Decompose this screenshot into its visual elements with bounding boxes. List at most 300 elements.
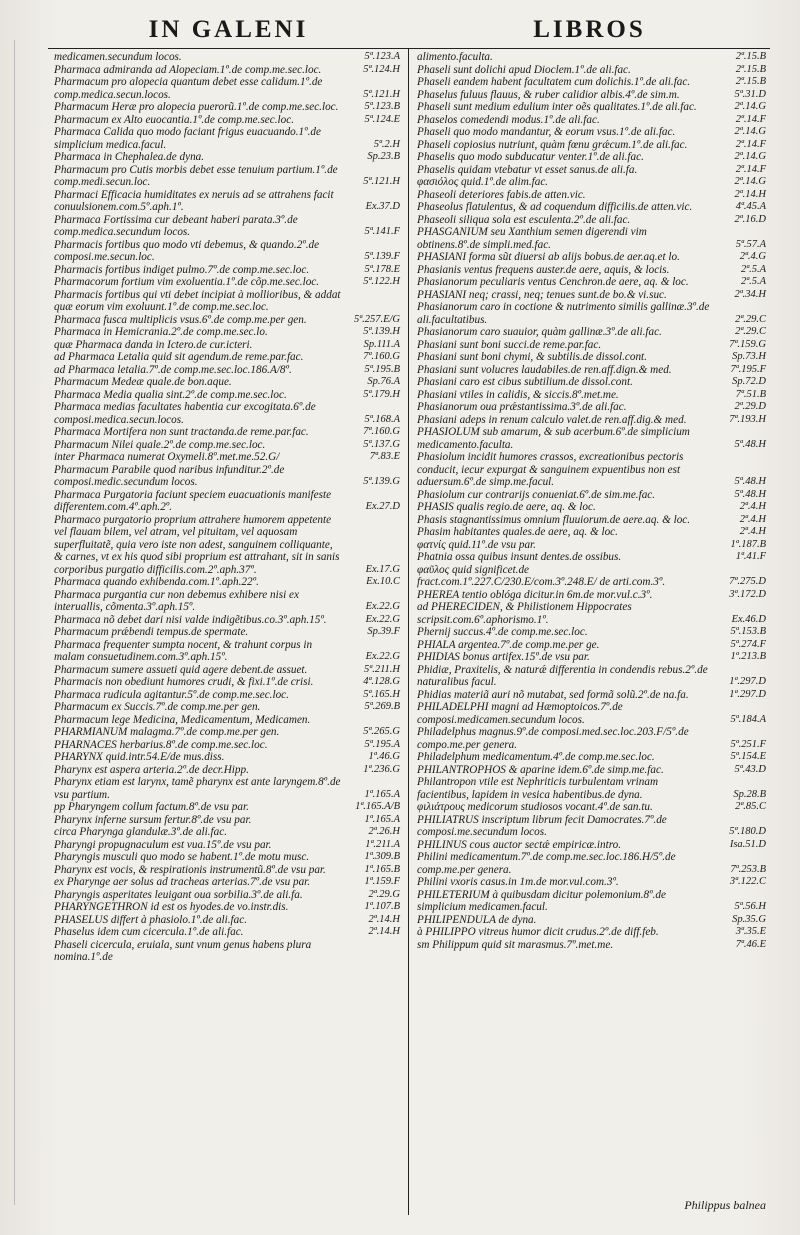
entry-text: Phidiæ, Praxitelis, & naturǽ differentia in condendis rebus.2º.de naturalibus facul. bbox=[417, 663, 708, 688]
entry-text: φαῦλος quid significet.de fract.com.1º.227.C/230.E/com.3º.248.E/ de arti.com.3º. bbox=[417, 563, 666, 588]
entry-text: PHASIANI neq; crassi, neq; tenues sunt.de bo.& vi.suc. bbox=[417, 288, 667, 301]
entry-reference: 7ª.195.F bbox=[730, 363, 766, 375]
entry-text: Phaseli sunt medium edulium inter oẽs qualitates.1º.de ali.fac. bbox=[417, 101, 697, 113]
index-entry bbox=[417, 726, 766, 751]
index-entry bbox=[417, 539, 766, 552]
entry-reference: 5ª.195.A bbox=[364, 738, 400, 750]
entry-text: Pharmacum prǽbendi tempus.de spermate. bbox=[54, 626, 249, 638]
entry-text: PHASGANIUM seu Xanthium semen digerendi vim obtinens.8º.de simpli.med.fac. bbox=[417, 226, 647, 251]
entry-text: Phernij succus.4º.de comp.me.sec.loc. bbox=[417, 626, 588, 638]
index-entry bbox=[54, 439, 400, 452]
entry-text: Pharmacum lege Medicina, Medicamentum, Medicamen. bbox=[54, 713, 311, 726]
index-entry bbox=[417, 339, 766, 352]
entry-text: ad Pharmaca Letalia quid sit agendum.de reme.par.fac. bbox=[54, 351, 304, 363]
entry-reference: Ex.17.G bbox=[365, 563, 400, 575]
index-entry bbox=[54, 726, 400, 739]
index-entry bbox=[54, 239, 400, 264]
entry-reference: 2ª.14.H bbox=[368, 913, 400, 925]
index-entry bbox=[54, 614, 400, 627]
index-entry bbox=[54, 889, 400, 902]
index-entry bbox=[54, 676, 400, 689]
entry-text: Phidias materiã auri nõ mutabat, sed formã solũ.2º.de na.fa. bbox=[417, 688, 689, 701]
entry-text: Pharmacum ex Succis.7º.de comp.me.per gen. bbox=[54, 701, 261, 713]
entry-reference: 3ª.122.C bbox=[729, 876, 766, 887]
entry-text: PHARNACES herbarius.8º.de comp.me.sec.loc. bbox=[54, 738, 268, 751]
entry-reference: 5ª.184.A bbox=[730, 713, 766, 725]
index-entry bbox=[54, 739, 400, 752]
entry-reference: 5ª.121.H bbox=[363, 176, 400, 187]
entry-reference: 5ª.31.D bbox=[734, 88, 766, 100]
entry-text: PHILETERIUM à quibusdam dicitur polemonium.8º.de simplicium medicamen.facul. bbox=[417, 888, 666, 913]
entry-text: Phasiani vtiles in calidis, & siccis.8º.met.me. bbox=[417, 388, 619, 401]
index-entry bbox=[417, 701, 766, 726]
entry-text: PHIDIAS bonus artifex.15º.de vsu par. bbox=[417, 651, 590, 663]
index-entry bbox=[54, 276, 400, 289]
index-entry bbox=[417, 564, 766, 589]
entry-reference: 2ª.14.G bbox=[734, 151, 766, 162]
index-entry bbox=[54, 464, 400, 489]
entry-text: sm Philippum quid sit marasmus.7º.met.me. bbox=[417, 938, 614, 951]
entry-reference: 5ª.274.F bbox=[730, 638, 766, 650]
entry-reference: Sp.28.B bbox=[733, 788, 766, 800]
entry-reference: 5ª.48.H bbox=[734, 476, 766, 487]
index-entry bbox=[54, 626, 400, 639]
entry-reference: 5ª.195.B bbox=[364, 363, 400, 375]
index-entry bbox=[54, 289, 400, 314]
index-entry bbox=[417, 64, 766, 77]
index-entry bbox=[54, 664, 400, 677]
entry-reference: Sp.35.G bbox=[732, 913, 766, 925]
entry-text: PHILINUS cous auctor sectǽ empiricæ.intro. bbox=[417, 838, 622, 851]
index-entry bbox=[417, 589, 766, 602]
index-entry bbox=[54, 589, 400, 614]
entry-reference: 1ª.107.B bbox=[364, 901, 400, 912]
index-entry bbox=[54, 326, 400, 339]
entry-reference: 5ª.123.A bbox=[364, 51, 400, 62]
index-entry bbox=[54, 814, 400, 827]
entry-text: Phasiolum incidit humores crassos, excreationibus pectoris conducit, iecur expurgat & sanguinem expuentibus non est aduersum.6º.de simp.me.facul. bbox=[417, 451, 684, 488]
entry-text: ad PHERECIDEN, & Philistionem Hippocrates scripsit.com.6º.aphorismo.1º. bbox=[417, 601, 632, 626]
entry-reference: 2ª.29.G bbox=[368, 888, 400, 900]
index-entry bbox=[417, 839, 766, 852]
index-entry bbox=[54, 764, 400, 777]
entry-reference: 1ª.165.A bbox=[364, 813, 400, 825]
header-left: IN GALENI bbox=[148, 16, 309, 43]
entry-text: Phaselus idem cum cicercula.1º.de ali.fac. bbox=[54, 926, 244, 938]
index-entry bbox=[417, 451, 766, 489]
entry-reference: 5ª.123.B bbox=[364, 101, 400, 112]
entry-text: Philadelphus magnus.9º.de composi.med.sec.loc.203.F/5º.de compo.me.per genera. bbox=[417, 726, 689, 751]
entry-reference: 2ª.4.G bbox=[739, 251, 766, 262]
entry-reference: 7ª.160.G bbox=[363, 351, 400, 362]
index-entry bbox=[54, 401, 400, 426]
entry-text: inter Pharmaca numerat Oxymeli.8º.met.me.52.G/ bbox=[54, 451, 280, 463]
index-entry bbox=[54, 189, 400, 214]
entry-reference: 3ª.172.D bbox=[729, 588, 766, 600]
entry-reference: 5ª.48.H bbox=[734, 438, 766, 450]
entry-text: Pharynx est aspera arteria.2º.de decr.Hipp. bbox=[54, 763, 249, 776]
entry-reference: 2ª.14.H bbox=[734, 188, 766, 200]
entry-reference: 2ª.4.H bbox=[739, 513, 766, 525]
entry-reference: Sp.73.H bbox=[732, 351, 766, 362]
entry-text: Phasianorum caro in coctione & nutrimento similis gallinæ.3º.de ali.facultatibus. bbox=[417, 301, 710, 326]
entry-reference: 2ª.34.H bbox=[734, 288, 766, 300]
entry-reference: 5ª.168.A bbox=[364, 413, 400, 425]
index-columns bbox=[48, 48, 770, 1215]
index-entry bbox=[54, 389, 400, 402]
index-entry bbox=[417, 389, 766, 402]
entry-reference: 2ª.14.F bbox=[735, 113, 766, 125]
index-entry bbox=[54, 864, 400, 877]
entry-reference: 5ª.154.E bbox=[730, 751, 766, 762]
entry-text: pp Pharyngem collum factum.8º.de vsu par. bbox=[54, 801, 249, 813]
entry-reference: 5ª.211.H bbox=[364, 663, 400, 675]
entry-text: Phaseli quo modo mandantur, & eorum vsus.1º.de ali.fac. bbox=[417, 126, 676, 138]
entry-text: Pharmacum ex Alto euocantia.1º.de comp.me.sec.loc. bbox=[54, 113, 294, 126]
index-entry bbox=[417, 226, 766, 251]
entry-text: Phasiani adeps in renum calculo valet.de ren.aff.dig.& med. bbox=[417, 413, 687, 426]
index-entry bbox=[54, 826, 400, 839]
index-entry bbox=[54, 76, 400, 101]
index-entry bbox=[54, 314, 400, 327]
index-entry bbox=[417, 889, 766, 914]
entry-text: Pharmaca in Hemicrania.2º.de comp.me.sec.lo. bbox=[54, 326, 268, 338]
index-entry bbox=[54, 851, 400, 864]
entry-reference: 2ª.14.F bbox=[735, 163, 766, 175]
index-entry bbox=[54, 451, 400, 464]
index-entry bbox=[54, 839, 400, 852]
entry-text: Phasianorum caro suauior, quàm gallinæ.3º.de ali.fac. bbox=[417, 326, 662, 338]
entry-text: medicamen.secundum locos. bbox=[54, 51, 182, 63]
entry-text: quæ Pharmaca danda in Ictero.de cur.icteri. bbox=[54, 338, 253, 351]
entry-reference: Ex.46.D bbox=[731, 613, 766, 625]
entry-reference: 5ª.43.D bbox=[734, 763, 766, 775]
gutter-rule bbox=[14, 40, 15, 1205]
entry-reference: 2ª.29.C bbox=[735, 326, 766, 337]
entry-text: ad Pharmaca letalia.7º.de comp.me.sec.loc.186.A/8º. bbox=[54, 363, 292, 376]
entry-reference: 1ª.165.A bbox=[364, 788, 400, 800]
entry-reference: 2ª.26.H bbox=[368, 826, 400, 837]
index-entry bbox=[417, 526, 766, 539]
entry-text: Pharynx inferne sursum fertur.8º.de vsu par. bbox=[54, 813, 252, 826]
entry-reference: 2ª.15.B bbox=[735, 51, 766, 62]
index-entry bbox=[417, 801, 766, 814]
entry-text: Pharyngis asperitates leuigant oua sorbilia.3º.de ali.fa. bbox=[54, 888, 303, 901]
entry-text: Phasiani caro est cibus subtilium.de dissol.cont. bbox=[417, 376, 633, 388]
entry-text: Phasis stagnantissimus omnium fluuiorum.de aere.aq. & loc. bbox=[417, 513, 691, 526]
entry-reference: 7ª.275.D bbox=[729, 576, 766, 587]
index-entry bbox=[417, 401, 766, 414]
index-entry bbox=[417, 164, 766, 177]
entry-text: Phasim habitantes quales.de aere, aq. & loc. bbox=[417, 526, 618, 538]
entry-reference: 5ª.124.H bbox=[363, 63, 400, 75]
entry-reference: 5ª.56.H bbox=[734, 901, 766, 912]
entry-text: PHASIANI forma sũt diuersi ab alijs bobus.de aer.aq.et lo. bbox=[417, 251, 680, 263]
index-entry bbox=[417, 76, 766, 89]
entry-reference: 1ª.46.G bbox=[368, 751, 400, 762]
entry-text: circa Pharynga glandulæ.3º.de ali.fac. bbox=[54, 826, 228, 838]
entry-text: PHARYNGETHRON id est os hyodes.de vo.instr.dis. bbox=[54, 901, 289, 913]
index-entry bbox=[54, 351, 400, 364]
index-entry bbox=[417, 626, 766, 639]
entry-reference: 5ª.2.H bbox=[373, 138, 400, 150]
entry-text: Pharmacum sumere assueti quid agere debent.de assuet. bbox=[54, 663, 308, 676]
entry-reference: 5ª.265.G bbox=[363, 726, 400, 737]
index-entry bbox=[417, 126, 766, 139]
entry-text: Pharmaca Purgatoria faciunt speciem euacuationis manifeste differentem.com.4º.aph.2º. bbox=[54, 488, 332, 513]
index-entry bbox=[54, 164, 400, 189]
index-entry bbox=[417, 251, 766, 264]
entry-text: Pharmaca Mortifera non sunt tractanda.de reme.par.fac. bbox=[54, 426, 309, 438]
entry-text: Phaseli eandem habent facultatem cum dolichis.1º.de ali.fac. bbox=[417, 76, 691, 88]
entry-text: Pharmaca medias facultates habentia cur excogitata.6º.de composi.medica.secun.locos. bbox=[54, 401, 316, 426]
index-entry bbox=[417, 814, 766, 839]
entry-reference: Isa.51.D bbox=[729, 838, 766, 850]
entry-reference: 7ª.193.H bbox=[729, 413, 766, 425]
entry-reference: 1ª.297.D bbox=[729, 688, 766, 700]
index-entry bbox=[54, 876, 400, 889]
entry-reference: Ex.22.G bbox=[365, 613, 400, 625]
index-entry bbox=[417, 101, 766, 114]
entry-reference: Ex.37.D bbox=[365, 201, 400, 212]
entry-text: Phaseli sunt dolichi apud Dioclem.1º.de ali.fac. bbox=[417, 63, 631, 76]
entry-text: Pharmaca in Chephalea.de dyna. bbox=[54, 151, 205, 163]
entry-reference: Sp.76.A bbox=[367, 376, 400, 387]
entry-reference: 2ª.5.A bbox=[740, 263, 766, 275]
entry-reference: Sp.111.A bbox=[363, 338, 400, 350]
entry-reference: 2ª.16.D bbox=[734, 213, 766, 225]
entry-text: PHILANTROPHOS & aparine idem.6º.de simp.me.fac. bbox=[417, 763, 664, 776]
entry-text: Pharmacis non obediunt humores crudi, & fixi.1º.de crisi. bbox=[54, 676, 314, 688]
entry-text: Phasiani sunt volucres laudabiles.de ren.aff.dign.& med. bbox=[417, 363, 672, 376]
entry-text: Philini vxoris casus.in 1m.de mor.vul.com.3º. bbox=[417, 876, 619, 888]
index-entry bbox=[54, 776, 400, 801]
index-entry bbox=[54, 214, 400, 239]
index-entry bbox=[417, 876, 766, 889]
index-entry bbox=[417, 664, 766, 689]
entry-text: Pharmaca frequenter sumpta nocent, & trahunt corpus in malam consuetudinem.com.3º.aph.15º. bbox=[54, 638, 313, 663]
index-entry bbox=[417, 289, 766, 302]
entry-text: ex Pharynge aer solus ad tracheas arterias.7º.de vsu par. bbox=[54, 876, 311, 888]
index-entry bbox=[417, 264, 766, 277]
index-entry bbox=[417, 364, 766, 377]
index-entry bbox=[54, 926, 400, 939]
entry-reference: 1ª.187.B bbox=[730, 538, 766, 550]
entry-text: PHASELUS differt à phasiolo.1º.de ali.fac. bbox=[54, 913, 248, 926]
entry-reference: 5ª.179.H bbox=[363, 388, 400, 400]
entry-text: Phasianorum peculiaris ventus Cenchron.de aere, aq. & loc. bbox=[417, 276, 689, 288]
entry-reference: 5ª.139.F bbox=[364, 251, 400, 262]
index-entry bbox=[417, 514, 766, 527]
index-entry bbox=[417, 489, 766, 502]
index-entry bbox=[417, 51, 766, 64]
index-entry bbox=[54, 751, 400, 764]
entry-text: φατνίς quid.11º.de vsu par. bbox=[417, 538, 536, 551]
entry-reference: 5ª.269.B bbox=[364, 701, 400, 712]
entry-text: Pharmaci Efficacia humiditates ex neruis ad se attrahens facit conuulsionem.com.5º.aph.1º. bbox=[54, 188, 334, 213]
entry-text: Phaselis quo modo subducatur venter.1º.de ali.fac. bbox=[417, 151, 644, 163]
entry-reference: 1ª.211.A bbox=[365, 838, 400, 850]
index-entry bbox=[417, 851, 766, 876]
entry-text: Phaseolus flatulentus, & ad coquendum difficilis.de atten.vic. bbox=[417, 201, 693, 213]
index-entry bbox=[54, 489, 400, 514]
entry-text: Phaseoli siliqua sola est esculenta.2º.de ali.fac. bbox=[417, 213, 631, 226]
index-entry bbox=[54, 914, 400, 927]
index-entry bbox=[54, 376, 400, 389]
entry-reference: 2ª.14.F bbox=[735, 138, 766, 150]
entry-text: Pharmaca Calida quo modo faciant frigus euacuando.1º.de simplicium medica.facul. bbox=[54, 126, 321, 151]
entry-text: Phaselis quidam vtebatur vt esset sanus.de ali.fa. bbox=[417, 163, 638, 176]
entry-reference: 7ª.253.B bbox=[730, 863, 766, 875]
entry-reference: 1ª.236.G bbox=[363, 763, 400, 775]
catchword: Philippus balnea bbox=[684, 1198, 766, 1212]
entry-reference: 4ª.128.G bbox=[363, 676, 400, 687]
entry-text: Pharmacis fortibus indiget pulmo.7º.de comp.me.sec.loc. bbox=[54, 263, 310, 276]
entry-reference: 1ª.165.B bbox=[364, 863, 400, 875]
entry-text: Phasiani sunt boni chymi, & subtilis.de dissol.cont. bbox=[417, 351, 647, 363]
entry-text: Phatnia ossa quibus insunt dentes.de ossibus. bbox=[417, 551, 622, 563]
entry-text: PHARMIANUM malagma.7º.de comp.me.per gen. bbox=[54, 726, 280, 738]
entry-reference: 2ª.4.H bbox=[739, 501, 766, 512]
entry-reference: Ex.22.G bbox=[365, 601, 400, 612]
entry-reference: 2ª.15.B bbox=[735, 76, 766, 87]
entry-text: Pharynx etiam est larynx, tamẽ pharynx est ante laryngem.8º.de vsu partium. bbox=[54, 776, 341, 801]
entry-text: Pharyngis musculi quo modo se habent.1º.de motu musc. bbox=[54, 851, 310, 863]
entry-reference: Ex.22.G bbox=[365, 651, 400, 662]
entry-text: Pharmaca purgantia cur non debemus exhibere nisi ex interuallis, cõmenta.3º.aph.15º. bbox=[54, 588, 299, 613]
entry-reference: 5ª.153.B bbox=[730, 626, 766, 637]
entry-reference: 7ª.51.B bbox=[735, 388, 766, 400]
entry-reference: 2ª.85.C bbox=[735, 801, 766, 812]
index-entry bbox=[54, 101, 400, 114]
entry-reference: 5ª.257.E/G bbox=[353, 313, 400, 325]
entry-reference: 1ª.165.A/B bbox=[355, 801, 400, 812]
entry-text: Pharmaca fusca multiplicis vsus.6º.de comp.me.per gen. bbox=[54, 313, 307, 326]
entry-reference: 5ª.124.E bbox=[364, 113, 400, 125]
index-entry bbox=[417, 114, 766, 127]
index-entry bbox=[54, 64, 400, 77]
entry-text: PHEREA tentio oblóga dicitur.in 6m.de mor.vul.c.3º. bbox=[417, 588, 653, 601]
entry-text: Pharmacum Heræ pro alopecia puerorũ.1º.de comp.me.sec.loc. bbox=[54, 101, 339, 113]
entry-reference: 1ª.309.B bbox=[364, 851, 400, 862]
index-entry bbox=[54, 114, 400, 127]
entry-reference: 5ª.139.H bbox=[363, 326, 400, 337]
entry-text: Philantropon vtile est Nephriticis turbulentam vrinam facientibus, lapidem in vesica habentibus.de dyna. bbox=[417, 776, 659, 801]
index-entry bbox=[417, 414, 766, 427]
index-entry bbox=[54, 126, 400, 151]
entry-reference: 5ª.121.H bbox=[363, 88, 400, 100]
index-entry bbox=[417, 151, 766, 164]
index-entry bbox=[54, 51, 400, 64]
entry-text: Pharmaca Fortissima cur debeant haberi parata.3º.de comp.medica.secundum locos. bbox=[54, 213, 298, 238]
entry-reference: 5ª.165.H bbox=[363, 688, 400, 700]
index-entry bbox=[417, 214, 766, 227]
entry-text: PHILIPENDULA de dyna. bbox=[417, 913, 537, 926]
index-entry bbox=[417, 201, 766, 214]
index-entry bbox=[417, 426, 766, 451]
index-entry bbox=[417, 751, 766, 764]
entry-text: Pharmaca admiranda ad Alopeciam.1º.de comp.me.sec.loc. bbox=[54, 63, 322, 76]
entry-reference: 7ª.46.E bbox=[735, 938, 766, 950]
entry-reference: 7ª.83.E bbox=[369, 451, 400, 462]
index-entry bbox=[417, 301, 766, 326]
entry-text: PHILIATRUS inscriptum librum fecit Damocrates.7º.de composi.me.secundum locos. bbox=[417, 813, 667, 838]
index-entry bbox=[54, 714, 400, 727]
entry-reference: 5ª.141.F bbox=[364, 226, 400, 237]
entry-text: PHASIOLUM sub amarum, & sub acerbum.6º.de simplicium medicamento.faculta. bbox=[417, 426, 690, 451]
entry-text: Pharmacum pro Cutis morbis debet esse tenuium partium.1º.de comp.medi.secun.loc. bbox=[54, 163, 338, 188]
entry-text: Pharmaco purgatorio proprium attrahere humorem appetente vel flauam bilem, vel atram, vel pituitam, vel aquosam superfluitatẽ, quia vero iste non adest, sanguinem colliquante, & carnes, vt ex his quod sibi proprium est attrahant, sit in sanis corporibus purgatio difficilis.com.2º.aph.37º. bbox=[54, 513, 340, 576]
entry-text: alimento.faculta. bbox=[417, 51, 493, 63]
header-right: LIBROS bbox=[533, 16, 646, 43]
entry-reference: 2ª.5.A bbox=[740, 276, 766, 287]
entry-text: à PHILIPPO vitreus humor dicit crudus.2º.de diff.feb. bbox=[417, 926, 659, 938]
index-entry bbox=[54, 901, 400, 914]
entry-text: φασιόλος quid.1º.de alim.fac. bbox=[417, 176, 549, 188]
entry-reference: 2ª.4.H bbox=[739, 526, 766, 537]
index-entry bbox=[417, 926, 766, 939]
entry-reference: 2ª.29.D bbox=[734, 401, 766, 412]
entry-reference: 2ª.14.G bbox=[734, 176, 766, 187]
entry-text: Pharmacis fortibus quo modo vti debemus, & quando.2º.de composi.me.secun.loc. bbox=[54, 238, 320, 263]
entry-text: Pharmaca nõ debet dari nisi valde indigẽtibus.co.3º.aph.15º. bbox=[54, 613, 327, 626]
index-entry bbox=[54, 364, 400, 377]
entry-text: φιλιάτρους medicorum studiosos vocant.4º.de san.tu. bbox=[417, 801, 653, 813]
entry-text: Pharyngi propugnaculum est vua.15º.de vsu par. bbox=[54, 838, 272, 851]
entry-reference: 7ª.159.G bbox=[729, 338, 766, 350]
entry-text: Pharmacis fortibus qui vti debet incipiat à mollioribus, & addat quæ eorum vim exoluunt.1º.de comp.me.sec.loc. bbox=[54, 288, 341, 313]
entry-reference: 1ª.297.D bbox=[729, 676, 766, 687]
left-column bbox=[48, 49, 409, 1215]
entry-reference: 2ª.14.G bbox=[734, 126, 766, 137]
entry-reference: 1ª.41.F bbox=[735, 551, 766, 562]
index-entry bbox=[417, 914, 766, 927]
entry-text: Phaselus fuluus flauus, & ruber calidior albis.4º.de sim.m. bbox=[417, 88, 680, 101]
index-entry bbox=[54, 576, 400, 589]
entry-text: PHASIS qualis regio.de aere, aq. & loc. bbox=[417, 501, 596, 513]
index-entry bbox=[417, 501, 766, 514]
entry-text: PHIALA argentea.7º.de comp.me.per ge. bbox=[417, 638, 600, 651]
entry-reference: Ex.10.C bbox=[366, 576, 400, 587]
entry-text: Pharmacum Medeæ quale.de bon.aque. bbox=[54, 376, 232, 388]
entry-reference: 5ª.180.D bbox=[729, 826, 766, 837]
entry-text: Pharmacum Nilei quale.2º.de comp.me.sec.loc. bbox=[54, 438, 266, 451]
right-column bbox=[409, 49, 770, 1215]
index-entry bbox=[417, 376, 766, 389]
index-entry bbox=[54, 639, 400, 664]
entry-reference: 2ª.15.B bbox=[735, 63, 766, 75]
index-entry bbox=[54, 689, 400, 702]
entry-text: Phasiolum cur contrarijs conueniat.6º.de sim.me.fac. bbox=[417, 488, 656, 501]
index-entry bbox=[417, 639, 766, 652]
index-entry bbox=[54, 701, 400, 714]
entry-text: PHARYNX quid.intr.54.E/de mus.diss. bbox=[54, 751, 225, 763]
entry-reference: 2ª.14.H bbox=[368, 926, 400, 937]
index-entry bbox=[54, 801, 400, 814]
entry-reference: 1ª.159.F bbox=[364, 876, 400, 887]
entry-reference: Ex.27.D bbox=[365, 501, 400, 512]
entry-text: Phaselos comedendi modus.1º.de ali.fac. bbox=[417, 113, 600, 126]
entry-text: Pharmacorum fortium vim exoluentia.1º.de cõp.me.sec.loc. bbox=[54, 276, 320, 288]
entry-reference: 2ª.29.C bbox=[735, 313, 766, 325]
index-entry bbox=[54, 426, 400, 439]
entry-reference: 5ª.122.H bbox=[363, 276, 400, 287]
entry-text: Phasiani sunt boni succi.de reme.par.fac. bbox=[417, 338, 602, 351]
index-entry bbox=[417, 551, 766, 564]
entry-reference: 5ª.139.G bbox=[363, 476, 400, 487]
entry-text: PHILADELPHI magni ad Hæmoptoicos.7º.de composi.medicamen.secundum locos. bbox=[417, 701, 623, 726]
entry-text: Philini medicamentum.7º.de comp.me.sec.loc.186.H/5º.de comp.me.per genera. bbox=[417, 851, 676, 876]
